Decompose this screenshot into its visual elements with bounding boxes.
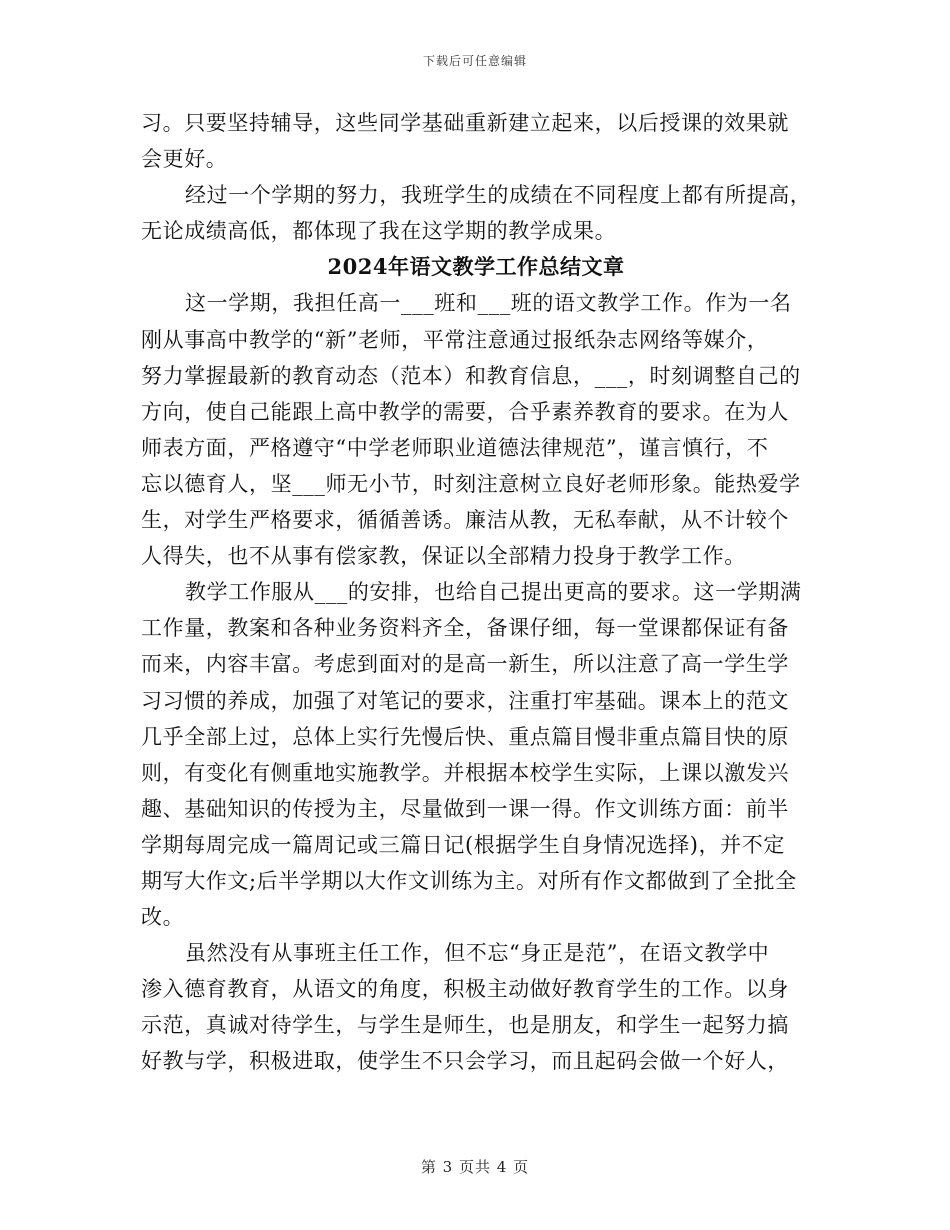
body-line: 改。: [141, 905, 185, 930]
body-line: 生，对学生严格要求，循循善诱。廉洁从教，无私奉献，从不计较个: [141, 508, 789, 533]
body-line: 方向，使自己能跟上高中教学的需要，合乎素养教育的要求。在为人: [141, 399, 789, 424]
body-line: 师表方面，严格遵守“中学老师职业道德法律规范”，谨言慎行，不: [141, 435, 769, 460]
body-line: 努力掌握最新的教育动态（范本）和教育信息，___，时刻调整自己的: [141, 363, 801, 388]
page-footer: 第 3 页共 4 页: [420, 1158, 530, 1176]
body-line: 刚从事高中教学的“新”老师，平常注意通过报纸杂志网络等媒介，: [141, 327, 769, 352]
body-line: 好教与学，积极进取，使学生不只会学习，而且起码会做一个好人，: [141, 1049, 789, 1074]
body-line: 则，有变化有侧重地实施教学。并根据本校学生实际，上课以激发兴: [141, 760, 789, 785]
body-line: 而来，内容丰富。考虑到面对的是高一新生，所以注意了高一学生学: [141, 652, 789, 677]
body-line: 无论成绩高低，都体现了我在这学期的教学成果。: [141, 219, 617, 244]
body-line: 渗入德育教育，从语文的角度，积极主动做好教育学生的工作。以身: [141, 977, 789, 1002]
body-line: 学期每周完成一篇周记或三篇日记(根据学生自身情况选择)，并不定: [141, 832, 785, 857]
body-line: 工作量，教案和各种业务资料齐全，备课仔细，每一堂课都保证有备: [141, 616, 789, 641]
section-title: 2024年语文教学工作总结文章: [327, 254, 625, 280]
body-line: 经过一个学期的努力，我班学生的成绩在不同程度上都有所提高，: [185, 183, 812, 208]
body-line: 会更好。: [141, 147, 228, 172]
page-header: 下载后可任意编辑: [422, 54, 527, 68]
body-line: 人得失，也不从事有偿家教，保证以全部精力投身于教学工作。: [141, 544, 746, 569]
body-line: 习习惯的养成，加强了对笔记的要求，注重打牢基础。课本上的范文: [141, 688, 789, 713]
body-line: 这一学期，我担任高一___班和___班的语文教学工作。作为一名: [185, 291, 792, 316]
body-line: 示范，真诚对待学生，与学生是师生，也是朋友，和学生一起努力搞: [141, 1013, 789, 1038]
body-line: 期写大作文;后半学期以大作文训练为主。对所有作文都做到了全批全: [141, 868, 797, 893]
body-line: 教学工作服从___的安排，也给自己提出更高的要求。这一学期满: [185, 580, 802, 605]
body-line: 几乎全部上过，总体上实行先慢后快、重点篇目慢非重点篇目快的原: [141, 724, 789, 749]
body-line: 忘以德育人，坚___师无小节，时刻注意树立良好老师形象。能热爱学: [141, 471, 801, 496]
body-line: 趣、基础知识的传授为主，尽量做到一课一得。作文训练方面：前半: [141, 796, 789, 821]
body-line: 虽然没有从事班主任工作，但不忘“身正是范”，在语文教学中: [185, 941, 770, 966]
body-line: 习。只要坚持辅导，这些同学基础重新建立起来，以后授课的效果就: [141, 111, 789, 135]
document-body: [141, 105, 811, 1080]
